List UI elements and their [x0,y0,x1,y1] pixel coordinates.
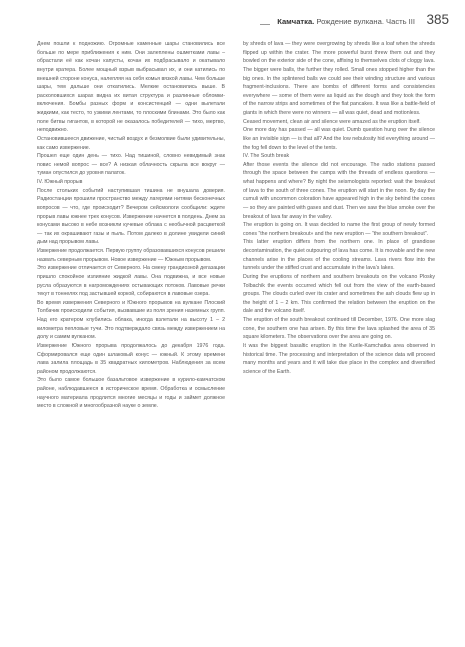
english-text-column [243,40,435,376]
paragraph: The eruption is going on. It was decided to name the first group of newly formed cones “the northern breakout» and the new eruption — “the southern breakout”. [243,222,435,237]
section-heading: IV. Южный прорыв [37,179,83,185]
paragraph: It was the biggest basaltic eruption in the Kurile-Kamchatka area observed in historical time. The processing and interpretation of the science data will proceed many months and years and it will take due place in the complex and diversified science of the Earth. [243,342,435,375]
running-title [277,17,415,26]
paragraph: Прошел еще один день — тихо. Над тишиной, словно невидимый знак повис немой вопрос — все? А низкая облачность скрыла все вокруг — туман опустился до уровня палаток. [37,153,225,177]
paragraph: Это было самое большое базальтовое извержение в курило-камчатском районе, наблюдавшееся в историческое время. Обработка и осмысление научного материала продлится многие месяцы и годы и займет должное место в сложной и многообразной науке о земле. [37,377,225,410]
paragraph: Извержение Южного прорыва продолжалось до декабря 1976 года. Сформировался еще один шлаковый конус — южный. К этому времени лава залила площадь в 35 квадратных километров. Наблюдения за всем районом продолжаются. [37,342,225,375]
paragraph: Во время извержения Северного и Южного прорывов на вулкане Плоский Толбачик происходили события, вызвавшие из поля зрения наземных групп. Над его кратером клубились облака, иногда взлетали на высоту 1 – 2 километра пепловые тучи. Это подтверждало связь между извержением на долу и самим вулканом. [37,299,225,341]
page-number: 385 [426,12,449,27]
section-heading: IV. The South break [243,153,290,160]
paragraph: During the eruptions of northern and southern breakouts on the volcano Plosky Tolbachik the events occurred which fell out from the view of the earth-based groups. The clouds curled over its crater and sometimes the ash clouds flew up in the height of 1 – 2 km. This confirmed the relation between the eruption on the dale and the volcano itself. [243,273,435,315]
paragraph: Остановившееся движение, чистый воздух и безмолвие были удивительны, как само извержение. [37,135,225,151]
page-header [0,10,465,32]
paragraph: После стольких событий наступившая тишина не внушала доверия. Радиостанции прошили пространство между лагерями нитями бесконечных вопросов — что, где происходит? Вечером сейсмологи сообщили: ждите прорыв лавы южнее трех конусов. Извержение начнется в полдень. Днем за конусами высоко в небе возникли кучевые облака с необычной расцветкой — так их окрашивают газы и пыль. Потом далеко в долине увидели синий дым над прорывом лавы. [37,187,225,246]
paragraph: Ceased movement, clean air and silence were amazed as the eruption itself. [243,118,421,125]
paragraph: Это извержение отличается от Северного. На смену грандиозной дегазации пришло спокойное излияние жидкой лавы. Она подвижна, и все новые русла образуются в нагромождениях остывающих потоков. Лавовые речки текут в тоннелях под застывшей коркой, собираются в лавовые озера. [37,265,225,298]
paragraph: The eruption of the south breakout continued till December, 1976. One more slag cone, the southern one has arisen. By this time the lava splashed the area of 35 square kilometers. The observations over the area are going on. [243,317,435,341]
paragraph: by shreds of lava — they were overgrowing by shreds like a loaf when the shreds flipped up within the crater. The more powerful burst threw them out and they bowled on the exterior side of the cone, affixing to themselves clots of cloggy lava. The bigger were balls, the further they rolled. Small ones stopped higher than the big ones. In the splintered balls we could see their winding structure and various fragment-inclusions. There are bombs of different forms and consistencies everywhere — some of them were as liquid as the dough and they took the form of the narrow strips and sometimes of the flat pancakes. It was like a battle-field of giants in which there were no winners — all was quiet, dead and motionless. [243,41,435,116]
header-rule [260,24,270,25]
running-title-rest: Рождение вулкана. Часть III [314,17,415,26]
running-title-bold: Камчатка. [277,17,315,26]
paragraph: One more day has passed — all was quiet. Dumb question hung over the silence like an invisible sign — is that all? And the low nebulosity hid everything around — the fog fell down to the level of the tents. [243,127,435,151]
paragraph: This latter eruption differs from the northern one. In place of grandiose decontamination, the quiet outpouring of lava has come. It is movable and the new channels arise in the places of the cooling streams. Lava rivers flow into the tunnels under the stiffed crust and accumulate in the lava’s lakes. [243,239,435,272]
paragraph: Днем пошли к подножию. Огромные каменные шары становились все больше по мере приближения к ним. Они залеплены ошметками лавы –обрастали её как кочан капусты, кочан их подбрасывало и окатывало внутри кратера. Более мощный взрыв выбрасывал их, и они катились по внешней стороне конуса, налепляя на себя комья вязкой лавы. Чем больше шары, тем дальше они откатились. Мелкие остановились выше. В расколовшихся шарах видна их витая структура и разлинные обломки-включения. Бомбы разных форм и консистенций — одни вылетали жидкими, как тесто, то узкими лентами, то плоскими блинами. Это было как поле битвы гигантов, в которой не оказалось победителей — тихо, мертво, неподвижно. [37,41,225,134]
paragraph: After those events the silence did not encourage. The radio stations passed through the space between the camps with the threads of endless questions — what happens and where? By night the seismologists reported: wait the breakout of lava to the south of three cones. The eruption will start in the noon. By day the cumuli with uncommon coloration have appeared high in the sky behind the cones — so they are painted with gases and dust. Then we saw the blue smoke over the breakout of lava far away in the valley. [243,161,435,220]
russian-text-column [37,40,225,411]
paragraph: Извержение продолжается. Первую группу образовавшихся конусов решили назвать северным прорывом. Новое извержение — Южным прорывом. [37,248,225,263]
